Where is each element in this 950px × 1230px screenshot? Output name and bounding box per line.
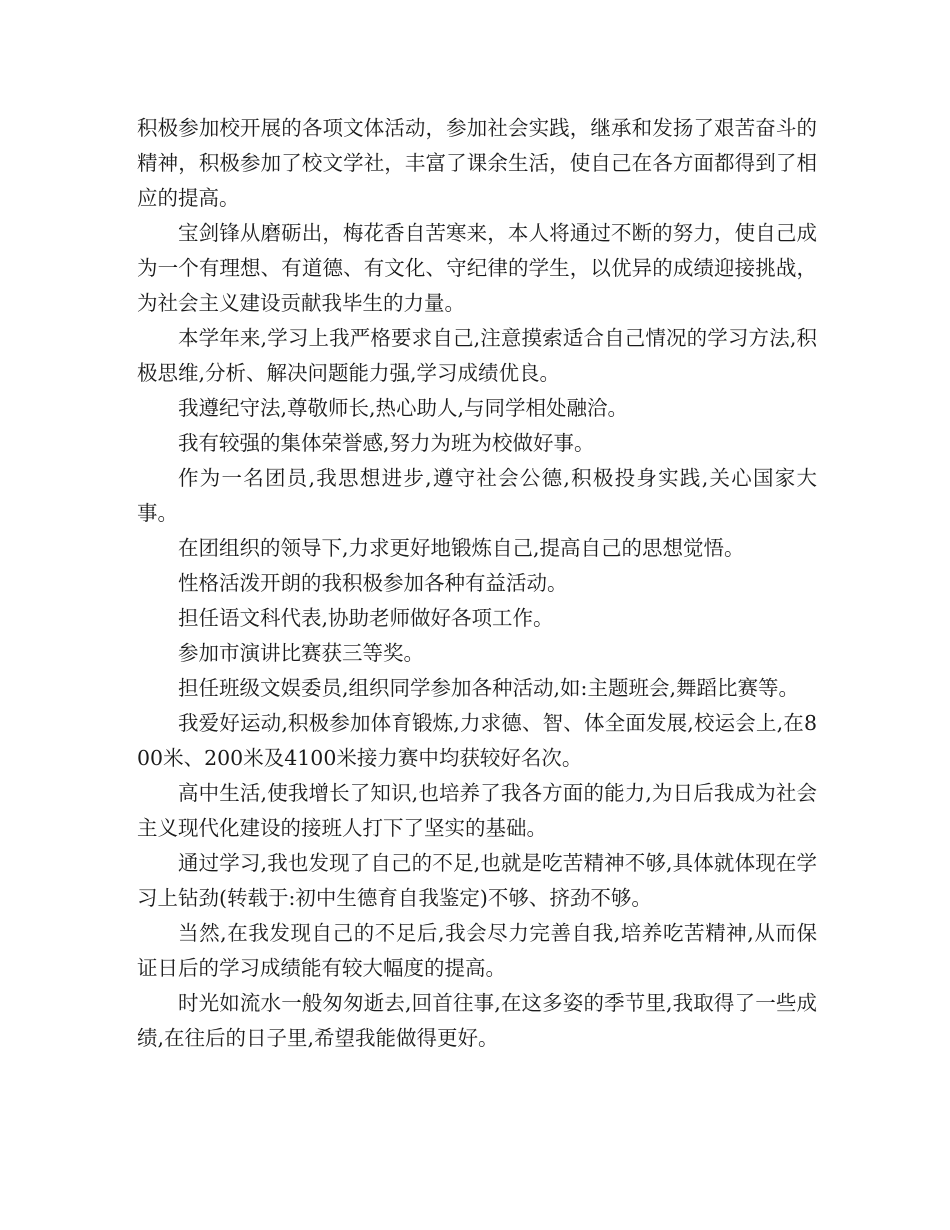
paragraph-1: 积极参加校开展的各项文体活动，参加社会实践，继承和发扬了艰苦奋斗的精神，积极参加了校文学社，丰富了课余生活，使自己在各方面都得到了相应的提高。: [137, 116, 817, 210]
paragraph-12: 我爱好运动,积极参加体育锻炼,力求德、智、体全面发展,校运会上,在800米、200米及4100米接力赛中均获较好名次。: [137, 711, 817, 770]
document-body: [137, 111, 817, 1056]
paragraph-2: 宝剑锋从磨砺出，梅花香自苦寒来，本人将通过不断的努力，使自己成为一个有理想、有道德、有文化、守纪律的学生，以优异的成绩迎接挑战，为社会主义建设贡献我毕生的力量。: [137, 221, 817, 315]
paragraph-14: 通过学习,我也发现了自己的不足,也就是吃苦精神不够,具体就体现在学习上钻劲(转载于:初中生德育自我鉴定)不够、挤劲不够。: [137, 851, 817, 910]
paragraph-3: 本学年来,学习上我严格要求自己,注意摸索适合自己情况的学习方法,积极思维,分析、解决问题能力强,学习成绩优良。: [137, 326, 817, 385]
paragraph-10: 参加市演讲比赛获三等奖。: [178, 641, 424, 665]
paragraph-4: 我遵纪守法,尊敬师长,热心助人,与同学相处融洽。: [178, 396, 629, 420]
paragraph-7: 在团组织的领导下,力求更好地锻炼自己,提高自己的思想觉悟。: [178, 536, 745, 560]
paragraph-15: 当然,在我发现自己的不足后,我会尽力完善自我,培养吃苦精神,从而保证日后的学习成绩能有较大幅度的提高。: [137, 921, 817, 980]
paragraph-13: 高中生活,使我增长了知识,也培养了我各方面的能力,为日后我成为社会主义现代化建设的接班人打下了坚实的基础。: [137, 781, 817, 840]
paragraph-5: 我有较强的集体荣誉感,努力为班为校做好事。: [178, 431, 595, 455]
paragraph-11: 担任班级文娱委员,组织同学参加各种活动,如:主题班会,舞蹈比赛等。: [178, 676, 799, 700]
paragraph-9: 担任语文科代表,协助老师做好各项工作。: [178, 606, 554, 630]
paragraph-16: 时光如流水一般匆匆逝去,回首往事,在这多姿的季节里,我取得了一些成绩,在往后的日子里,希望我能做得更好。: [137, 991, 817, 1050]
paragraph-8: 性格活泼开朗的我积极参加各种有益活动。: [178, 571, 568, 595]
paragraph-6: 作为一名团员,我思想进步,遵守社会公德,积极投身实践,关心国家大事。: [137, 466, 817, 525]
